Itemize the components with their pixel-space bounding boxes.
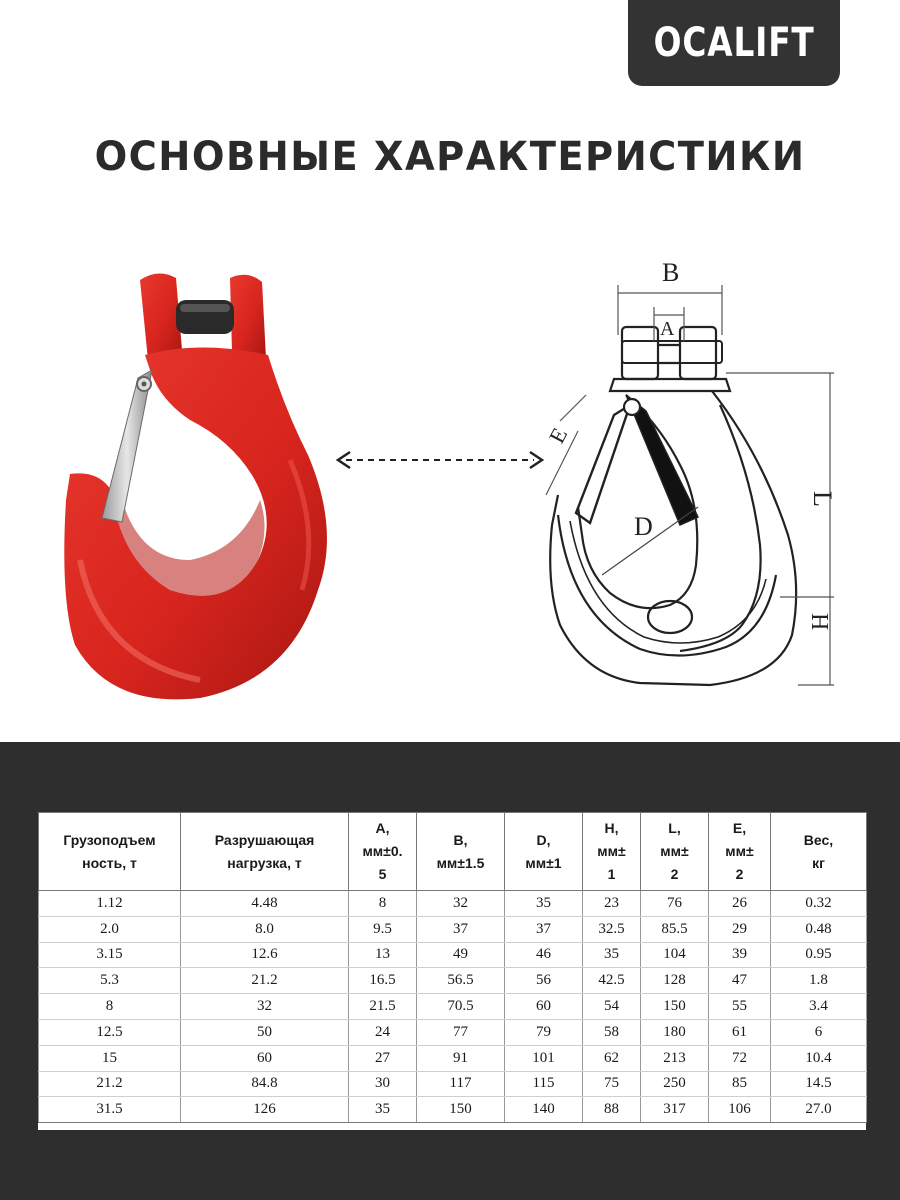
table-cell: 42.5 — [583, 968, 641, 994]
table-cell: 10.4 — [771, 1045, 867, 1071]
header-capacity: Грузоподъем ность, т — [39, 813, 181, 891]
spec-table-container — [38, 812, 866, 1130]
table-cell: 140 — [505, 1097, 583, 1123]
table-cell: 27 — [349, 1045, 417, 1071]
table-cell: 13 — [349, 942, 417, 968]
table-cell: 250 — [641, 1071, 709, 1097]
table-cell: 5.3 — [39, 968, 181, 994]
table-cell: 6 — [771, 1019, 867, 1045]
table-cell: 24 — [349, 1019, 417, 1045]
table-row — [39, 891, 867, 917]
table-cell: 180 — [641, 1019, 709, 1045]
table-cell: 21.2 — [181, 968, 349, 994]
table-header-row — [39, 813, 867, 891]
table-cell: 104 — [641, 942, 709, 968]
header-weight: Вес, кг — [771, 813, 867, 891]
header-e: E, мм± 2 — [709, 813, 771, 891]
table-cell: 47 — [709, 968, 771, 994]
table-cell: 62 — [583, 1045, 641, 1071]
table-cell: 56 — [505, 968, 583, 994]
table-cell: 1.8 — [771, 968, 867, 994]
table-cell: 117 — [417, 1071, 505, 1097]
table-cell: 39 — [709, 942, 771, 968]
table-cell: 101 — [505, 1045, 583, 1071]
spec-table — [38, 812, 867, 1123]
table-cell: 3.15 — [39, 942, 181, 968]
table-row — [39, 994, 867, 1020]
table-cell: 79 — [505, 1019, 583, 1045]
page-title: ОСНОВНЫЕ ХАРАКТЕРИСТИКИ — [94, 134, 806, 180]
table-cell: 0.32 — [771, 891, 867, 917]
table-cell: 9.5 — [349, 916, 417, 942]
table-cell: 1.12 — [39, 891, 181, 917]
table-cell: 23 — [583, 891, 641, 917]
table-cell: 4.48 — [181, 891, 349, 917]
label-e: E — [543, 423, 573, 448]
table-cell: 26 — [709, 891, 771, 917]
table-cell: 35 — [505, 891, 583, 917]
table-cell: 21.5 — [349, 994, 417, 1020]
table-cell: 58 — [583, 1019, 641, 1045]
table-cell: 3.4 — [771, 994, 867, 1020]
table-cell: 0.95 — [771, 942, 867, 968]
table-cell: 317 — [641, 1097, 709, 1123]
table-row — [39, 916, 867, 942]
table-cell: 27.0 — [771, 1097, 867, 1123]
table-cell: 56.5 — [417, 968, 505, 994]
table-row — [39, 1019, 867, 1045]
brand-logo — [628, 0, 840, 86]
table-cell: 21.2 — [39, 1071, 181, 1097]
header-l: L, мм± 2 — [641, 813, 709, 891]
table-body — [39, 891, 867, 1123]
table-cell: 50 — [181, 1019, 349, 1045]
table-cell: 106 — [709, 1097, 771, 1123]
table-cell: 150 — [417, 1097, 505, 1123]
table-cell: 14.5 — [771, 1071, 867, 1097]
table-cell: 60 — [181, 1045, 349, 1071]
table-cell: 150 — [641, 994, 709, 1020]
table-cell: 0.48 — [771, 916, 867, 942]
table-cell: 84.8 — [181, 1071, 349, 1097]
table-cell: 55 — [709, 994, 771, 1020]
table-cell: 32 — [417, 891, 505, 917]
table-cell: 31.5 — [39, 1097, 181, 1123]
table-cell: 2.0 — [39, 916, 181, 942]
table-cell: 37 — [417, 916, 505, 942]
table-cell: 70.5 — [417, 994, 505, 1020]
brand-logo-text: OCALIFT — [653, 20, 815, 66]
table-cell: 37 — [505, 916, 583, 942]
label-l: L — [808, 491, 837, 507]
table-cell: 128 — [641, 968, 709, 994]
table-cell: 88 — [583, 1097, 641, 1123]
table-row — [39, 942, 867, 968]
header-b: B, мм±1.5 — [417, 813, 505, 891]
table-cell: 126 — [181, 1097, 349, 1123]
double-arrow-icon — [330, 445, 550, 475]
label-b: B — [662, 258, 680, 287]
table-cell: 29 — [709, 916, 771, 942]
label-h: H — [806, 613, 832, 631]
table-cell: 85 — [709, 1071, 771, 1097]
table-cell: 60 — [505, 994, 583, 1020]
table-cell: 54 — [583, 994, 641, 1020]
table-cell: 32 — [181, 994, 349, 1020]
table-cell: 35 — [583, 942, 641, 968]
table-cell: 61 — [709, 1019, 771, 1045]
table-cell: 12.6 — [181, 942, 349, 968]
table-cell: 72 — [709, 1045, 771, 1071]
table-cell: 12.5 — [39, 1019, 181, 1045]
header-h: H, мм± 1 — [583, 813, 641, 891]
table-cell: 35 — [349, 1097, 417, 1123]
table-row — [39, 1045, 867, 1071]
table-cell: 213 — [641, 1045, 709, 1071]
table-row — [39, 1071, 867, 1097]
table-cell: 15 — [39, 1045, 181, 1071]
header-a: A, мм±0. 5 — [349, 813, 417, 891]
table-cell: 75 — [583, 1071, 641, 1097]
table-row — [39, 1097, 867, 1123]
table-cell: 91 — [417, 1045, 505, 1071]
table-cell: 16.5 — [349, 968, 417, 994]
red-hook-image — [40, 260, 340, 710]
header-d: D, мм±1 — [505, 813, 583, 891]
table-cell: 8 — [39, 994, 181, 1020]
table-cell: 49 — [417, 942, 505, 968]
table-cell: 76 — [641, 891, 709, 917]
table-cell: 32.5 — [583, 916, 641, 942]
table-cell: 85.5 — [641, 916, 709, 942]
table-cell: 30 — [349, 1071, 417, 1097]
table-cell: 115 — [505, 1071, 583, 1097]
table-cell: 8 — [349, 891, 417, 917]
hook-dimension-diagram — [530, 245, 860, 695]
label-a: A — [660, 318, 675, 340]
header-breaking-load: Разрушающая нагрузка, т — [181, 813, 349, 891]
table-cell: 46 — [505, 942, 583, 968]
table-row — [39, 968, 867, 994]
label-d: D — [634, 512, 653, 541]
table-cell: 8.0 — [181, 916, 349, 942]
table-cell: 77 — [417, 1019, 505, 1045]
